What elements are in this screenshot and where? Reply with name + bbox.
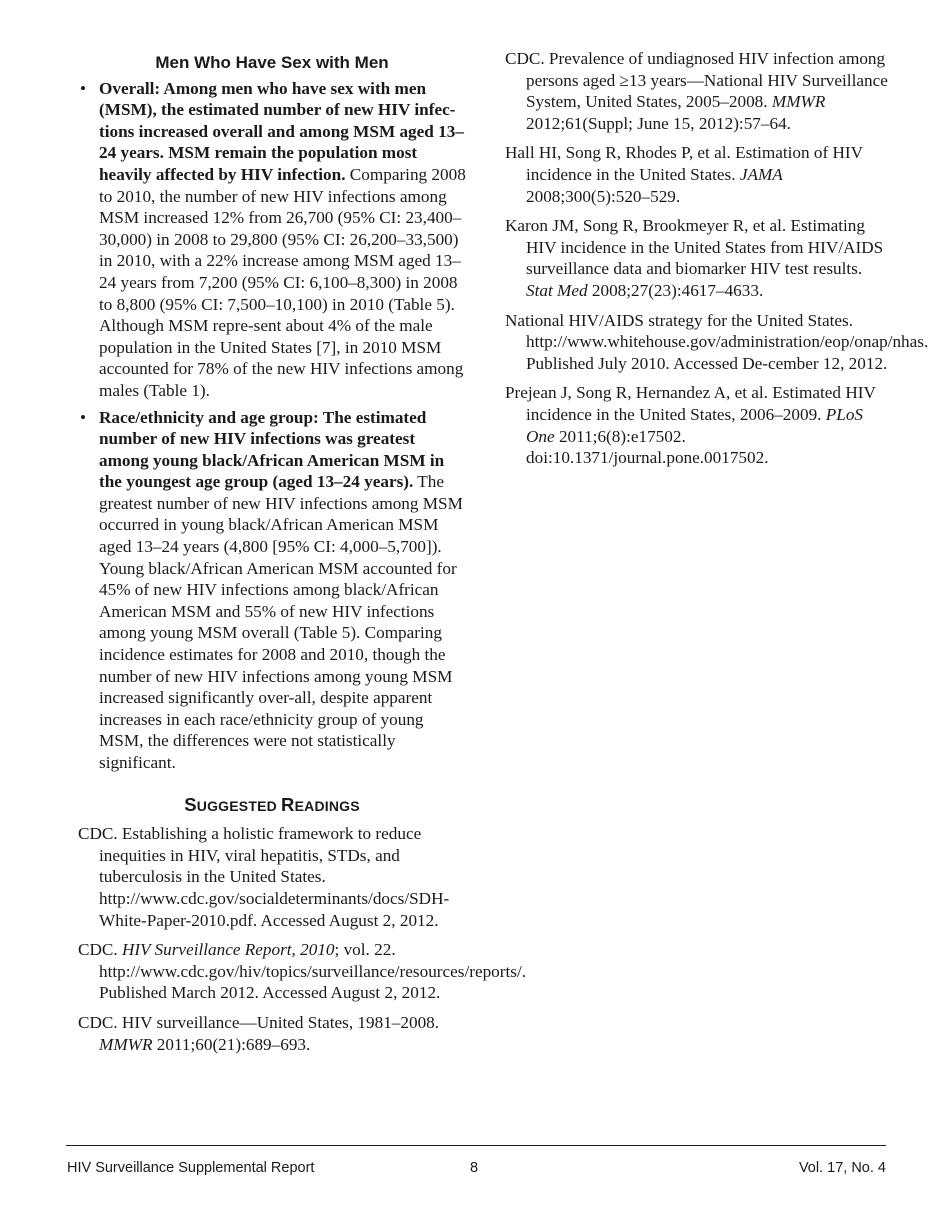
reference-item: CDC. HIV surveillance—United States, 1981–2008. MMWR 2011;60(21):689–693.: [78, 1012, 440, 1054]
bullet-body: The greatest number of new HIV infections among MSM occurred in young black/African American MSM aged 13–24 years (4,800 [95% CI: 4,000–5,700]). Young black/African American MSM accounted for 45% of new HIV infections among black/African American MSM and 55% of new HIV infections among young MSM overall (Table 5). Comparing incidence estimates for 2008 and 2010, though the number of new HIV infections among young MSM increased significantly over-all, despite apparent increases in each race/ethnicity group of young MSM, the differences were not statistically significant.: [99, 472, 463, 772]
footer-page-number: 8: [470, 1160, 479, 1176]
bullet-marker: •: [80, 78, 87, 98]
reference-item: CDC. Prevalence of undiagnosed HIV infection among persons aged ≥13 years—National HIV Surveillance System, United States, 2005–2008. MMWR 2012;61(Suppl; June 15, 2012):57–64.: [505, 49, 888, 133]
left-column: [78, 48, 527, 1063]
bullet-race-ethnicity: [78, 407, 466, 774]
msm-bullet-list: [78, 78, 466, 774]
reference-item: National HIV/AIDS strategy for the United States. http://www.whitehouse.gov/administration/eop/onap/nhas. Published July 2010. Accessed De-cember 12, 2012.: [505, 310, 929, 373]
reference-item: CDC. HIV Surveillance Report, 2010; vol. 22. http://www.cdc.gov/hiv/topics/surveillance/resources/reports/. Published March 2012. Accessed August 2, 2012.: [78, 940, 527, 1003]
reference-item: Prejean J, Song R, Hernandez A, et al. Estimated HIV incidence in the United States, 2006–2009. PLoS One 2011;6(8):e17502. doi:10.1371/journal.pone.0017502.: [505, 383, 876, 468]
reference-item: Hall HI, Song R, Rhodes P, et al. Estimation of HIV incidence in the United States. JAMA 2008;300(5):520–529.: [505, 143, 863, 206]
suggested-readings-heading: SUGGESTED READINGS: [184, 793, 360, 815]
bullet-lead: Race/ethnicity and age group: The estimated number of new HIV infections was greatest among young black/African American MSM in the youngest age group (aged 13–24 years).: [99, 407, 445, 492]
bullet-marker: •: [80, 407, 87, 427]
reference-item: CDC. Establishing a holistic framework to reduce inequities in HIV, viral hepatitis, STDs, and tuberculosis in the United States. http://www.cdc.gov/socialdeterminants/docs/SDH-White-Paper-2010.pdf. Accessed August 2, 2012.: [78, 824, 450, 930]
section-heading-msm: Men Who Have Sex with Men: [155, 53, 389, 72]
footer-volume: Vol. 17, No. 4: [798, 1160, 886, 1176]
right-column: [505, 48, 929, 477]
bullet-body: Comparing 2008 to 2010, the number of new HIV infections among MSM increased 12% from 26,700 (95% CI: 23,400–30,000) in 2008 to 29,800 (95% CI: 26,200–33,500) in 2010, with a 22% increase among MSM aged 13–24 years from 7,200 (95% CI: 6,100–8,300) in 2008 to 8,800 (95% CI: 7,500–10,100) in 2010 (Table 5). Although MSM repre-sent about 4% of the male population in the United States [7], in 2010 MSM accounted for 78% of the new HIV infections among males (Table 1).: [99, 164, 466, 400]
reference-item: Karon JM, Song R, Brookmeyer R, et al. Estimating HIV incidence in the United States from HIV/AIDS surveillance data and biomarker HIV test results. Stat Med 2008;27(23):4617–4633.: [505, 216, 884, 300]
bullet-lead: Overall: Among men who have sex with men (MSM), the estimated number of new HIV infec-tions increased overall and among MSM aged 13–24 years. MSM remain the population most heavily affected by HIV infection.: [99, 78, 464, 184]
footer-divider: [66, 1145, 886, 1146]
bullet-overall: [78, 78, 466, 402]
footer-publication-title: HIV Surveillance Supplemental Report: [67, 1160, 315, 1176]
